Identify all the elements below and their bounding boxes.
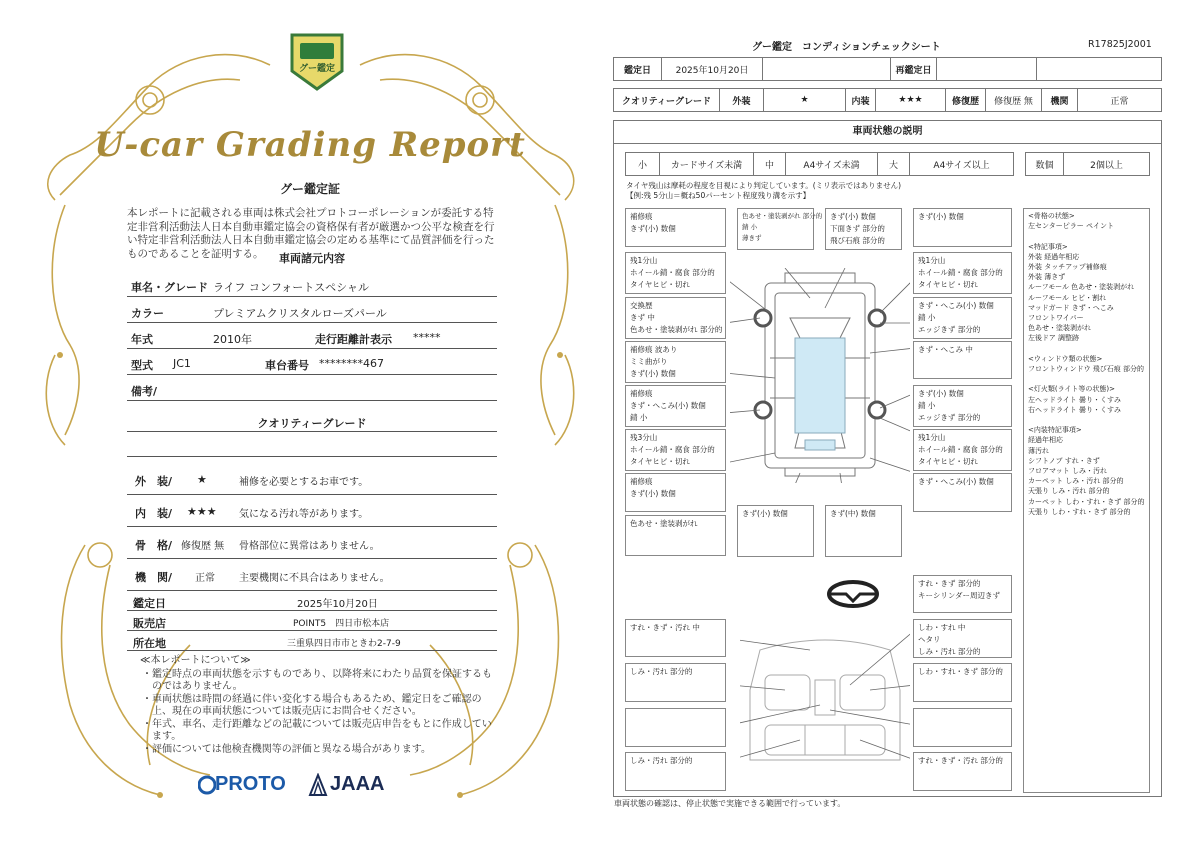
proto-logo-icon xyxy=(198,775,216,795)
quality-row-interior xyxy=(127,495,497,527)
damage-box-bottom-1: きず(小) 数個 xyxy=(737,505,814,557)
quality-row xyxy=(613,88,1162,112)
mileage-label: 走行距離計表示 xyxy=(315,333,392,346)
damage-box-left-8: 色あせ・塗装剥がれ xyxy=(625,515,726,556)
certificate-intro: 本レポートに記載される車両は株式会社プロトコーポレーションが委託する特定非営利活動法人日本自動車鑑定協会の資格保有者が厳選かつ公平な検査を行い特定非営利活動法人日本自動車鑑定協会の定める基準にて品質評価を行ったものであることを証明する。 xyxy=(127,207,495,260)
car-exterior-diagram xyxy=(730,268,910,483)
jaaa-logo-icon xyxy=(308,773,328,797)
special-notes-panel: <骨格の状態> 左センターピラー ペイント <特記事項> 外装 経過年相応 外装 タッチアップ補修痕 外装 薄きず ルーフモール 色あせ・塗装剥がれ ルーフモール ヒビ・割れ マッドガード きず・へこみ フロントワイパー 色あせ・塗装剥がれ 左後ドア 調整跡 <ウィンドウ類の状態> フロントウィンドウ 飛び石痕 部分的 <灯火類(ライト等の状態)> 左ヘッドライト 曇り・くすみ 右ヘッドライト 曇り・くすみ <内装特記事項> 経過年相応 薄汚れ シフトノブ すれ・きず フロアマット しみ・汚れ カーペット しみ・汚れ 部分的 天張り しみ・汚れ 部分的 カーペット しわ・すれ・きず 部分的 天張り しわ・すれ・きず 部分的 xyxy=(1023,208,1150,793)
spec-row-model xyxy=(127,349,497,375)
spec-row-year xyxy=(127,323,497,349)
steering-wheel-icon xyxy=(826,579,880,609)
dealer-value: POINT5 四日市松本店 xyxy=(293,619,390,629)
damage-box-right-4: きず(小) 数個 錆 小 エッジきず 部分的 xyxy=(913,385,1012,427)
sheet-repair-label: 修復歴 xyxy=(946,89,986,111)
damage-box-top-2: きず(小) 数個 下面きず 部分的 飛び石痕 部分的 xyxy=(825,208,902,250)
cert-row-date xyxy=(127,591,497,611)
report-script-title: U-car Grading Report xyxy=(94,125,526,165)
exterior-stars: ★ xyxy=(197,473,207,486)
size-mid-label: 中 xyxy=(754,153,786,175)
damage-box-top-1: 色あせ・塗装剥がれ 部分的 錆 小 薄きず xyxy=(737,208,814,250)
sheet-engine-value: 正常 xyxy=(1110,96,1129,107)
quality-row-engine xyxy=(127,559,497,591)
frame-label: 骨 格/ xyxy=(135,539,173,552)
report-notes xyxy=(140,655,500,756)
damage-box-right-6: きず・へこみ(小) 数個 xyxy=(913,473,1012,512)
quality-row-frame xyxy=(127,527,497,559)
spec-row-remarks xyxy=(127,375,497,401)
grading-certificate xyxy=(40,25,580,825)
interior-box-left-3 xyxy=(625,708,726,747)
mileage-value: ***** xyxy=(413,331,441,344)
cert-date-label: 鑑定日 xyxy=(133,597,166,610)
color-label: カラー xyxy=(131,307,164,320)
size-large-desc: A4サイズ以上 xyxy=(933,160,990,171)
count-desc: 2個以上 xyxy=(1090,160,1123,171)
dealer-label: 販売店 xyxy=(133,617,166,630)
sheet-engine-label: 機関 xyxy=(1042,89,1078,111)
date-row xyxy=(613,57,1162,81)
size-legend xyxy=(625,152,1014,176)
jaaa-logo: JAAA xyxy=(330,773,385,795)
count-label: 数個 xyxy=(1026,153,1064,175)
quality-row-blank xyxy=(127,431,497,457)
quality-grade-label: クオリティーグレード xyxy=(614,89,720,111)
damage-box-left-1: 補修痕 きず(小) 数個 xyxy=(625,208,726,247)
description-title: 車両状態の説明 xyxy=(852,126,923,137)
note-item: ・評価については他検査機関等の評価と異なる場合があります。 xyxy=(142,743,431,755)
note-item: ・鑑定時点の車両状態を示すものであり、以降将来にわたり品質を保証するものではありません。 xyxy=(142,668,492,692)
interior-box-right-1: しわ・すれ 中 ヘタリ しみ・汚れ 部分的 xyxy=(913,619,1012,658)
steering-box: すれ・きず 部分的 キーシリンダー周辺きず xyxy=(913,575,1012,613)
size-small-label: 小 xyxy=(626,153,660,175)
size-mid-desc: A4サイズ未満 xyxy=(786,153,878,175)
damage-box-left-2: 残1分山 ホイール錆・腐食 部分的 タイヤヒビ・切れ xyxy=(625,252,726,294)
frame-desc: 骨格部位に異常はありません。 xyxy=(239,541,380,552)
cert-row-address xyxy=(127,631,497,651)
chassis-label: 車台番号 xyxy=(265,359,309,372)
reinspect-date-label: 再鑑定日 xyxy=(891,58,937,80)
engine-label: 機 関/ xyxy=(135,571,173,584)
color-value: プレミアムクリスタルローズパール xyxy=(213,307,387,320)
sheet-int-label: 内装 xyxy=(846,89,876,111)
description-header xyxy=(613,120,1162,144)
damage-box-left-6: 残3分山 ホイール錆・腐食 部分的 タイヤヒビ・切れ xyxy=(625,429,726,471)
year-label: 年式 xyxy=(131,333,153,346)
note-item: ・年式、車名、走行距離などの記載については販売店申告をもとに作成しています。 xyxy=(142,718,492,742)
spec-section-title: 車両諸元内容 xyxy=(279,252,345,265)
damage-box-right-1: 残1分山 ホイール錆・腐食 部分的 タイヤヒビ・切れ xyxy=(913,252,1012,294)
damage-box-left-4: 補修痕 波あり ミミ曲がり きず(小) 数個 xyxy=(625,341,726,383)
sheet-repair-value: 修復歴 無 xyxy=(986,89,1042,111)
chassis-value: ********467 xyxy=(319,357,384,370)
count-legend xyxy=(1025,152,1150,176)
interior-stars: ★★★ xyxy=(187,505,217,518)
year-value: 2010年 xyxy=(213,333,252,346)
inspect-date-value: 2025年10月20日 xyxy=(662,58,763,80)
exterior-label: 外 装/ xyxy=(135,475,173,488)
size-small-desc: カードサイズ未満 xyxy=(660,153,754,175)
remarks-label: 備考/ xyxy=(131,385,158,398)
frame-value: 修復歴 無 xyxy=(181,541,225,552)
proto-logo: PROTO xyxy=(215,773,286,795)
model-label: 型式 xyxy=(131,359,153,372)
engine-desc: 主要機関に不具合はありません。 xyxy=(239,573,390,584)
interior-box-right-3 xyxy=(913,708,1012,747)
spec-row-grade xyxy=(127,271,497,297)
grade-label: 車名・グレード xyxy=(131,281,208,294)
damage-box-left-3: 交換歴 きず 中 色あせ・塗装剥がれ 部分的 xyxy=(625,297,726,339)
damage-box-top-3: きず(小) 数個 xyxy=(913,208,1012,247)
document-id: R17825J2001 xyxy=(1088,39,1152,50)
note-item: ・車両状態は時間の経過に伴い変化する場合もあるため、鑑定日をご確認の上、現在の車両状態については販売店にお問合せください。 xyxy=(142,693,482,717)
sheet-ext-label: 外装 xyxy=(720,89,764,111)
interior-box-left-4: しみ・汚れ 部分的 xyxy=(625,752,726,791)
engine-value: 正常 xyxy=(195,573,215,584)
badge-text: グー鑑定 xyxy=(298,64,335,74)
damage-box-left-7: 補修痕 きず(小) 数個 xyxy=(625,473,726,512)
grade-value: ライフ コンフォートスペシャル xyxy=(213,281,369,294)
quality-row-exterior xyxy=(127,463,497,495)
sheet-title: グー鑑定 コンディションチェックシート xyxy=(752,42,941,53)
damage-box-bottom-2: きず(中) 数個 xyxy=(825,505,902,557)
certificate-title: グー鑑定証 xyxy=(279,182,340,196)
inspect-date-label: 鑑定日 xyxy=(614,58,662,80)
tire-note-2: 【例:残 5分山＝概ね50パーセント程度残り溝を示す】 xyxy=(626,191,811,200)
goo-badge xyxy=(288,31,346,93)
spec-row-color xyxy=(127,297,497,323)
quality-section-title: クオリティーグレード xyxy=(257,417,367,430)
cert-row-dealer xyxy=(127,611,497,631)
interior-box-right-4: すれ・きず・汚れ 部分的 xyxy=(913,752,1012,791)
address-value: 三重県四日市市ときわ2-7-9 xyxy=(287,639,401,649)
exterior-desc: 補修を必要とするお車です。 xyxy=(239,477,369,488)
cert-date-value: 2025年10月20日 xyxy=(297,599,378,610)
sheet-int-stars: ★★★ xyxy=(876,89,946,111)
damage-box-right-2: きず・へこみ(小) 数個 錆 小 エッジきず 部分的 xyxy=(913,297,1012,339)
damage-box-left-5: 補修痕 きず・へこみ(小) 数個 錆 小 xyxy=(625,385,726,427)
interior-box-right-2: しわ・すれ・きず 部分的 xyxy=(913,663,1012,702)
interior-label: 内 装/ xyxy=(135,507,173,520)
tire-note-1: タイヤ残山は摩耗の程度を目視により判定しています。(ミリ表示ではありません) xyxy=(626,181,902,190)
size-large-label: 大 xyxy=(878,153,910,175)
interior-box-left-1: すれ・きず・汚れ 中 xyxy=(625,619,726,657)
car-interior-diagram xyxy=(740,630,910,770)
damage-box-right-5: 残1分山 ホイール錆・腐食 部分的 タイヤヒビ・切れ xyxy=(913,429,1012,471)
address-label: 所在地 xyxy=(133,637,166,650)
sheet-footer-note: 車両状態の確認は、停止状態で実施できる範囲で行っています。 xyxy=(614,799,846,808)
interior-desc: 気になる汚れ等があります。 xyxy=(239,509,369,520)
interior-box-left-2: しみ・汚れ 部分的 xyxy=(625,663,726,702)
sheet-ext-stars: ★ xyxy=(764,89,846,111)
notes-title: ≪本レポートについて≫ xyxy=(140,655,251,666)
model-value: JC1 xyxy=(173,357,191,370)
reinspect-date-value xyxy=(937,58,1037,80)
damage-box-right-3: きず・へこみ 中 xyxy=(913,341,1012,379)
